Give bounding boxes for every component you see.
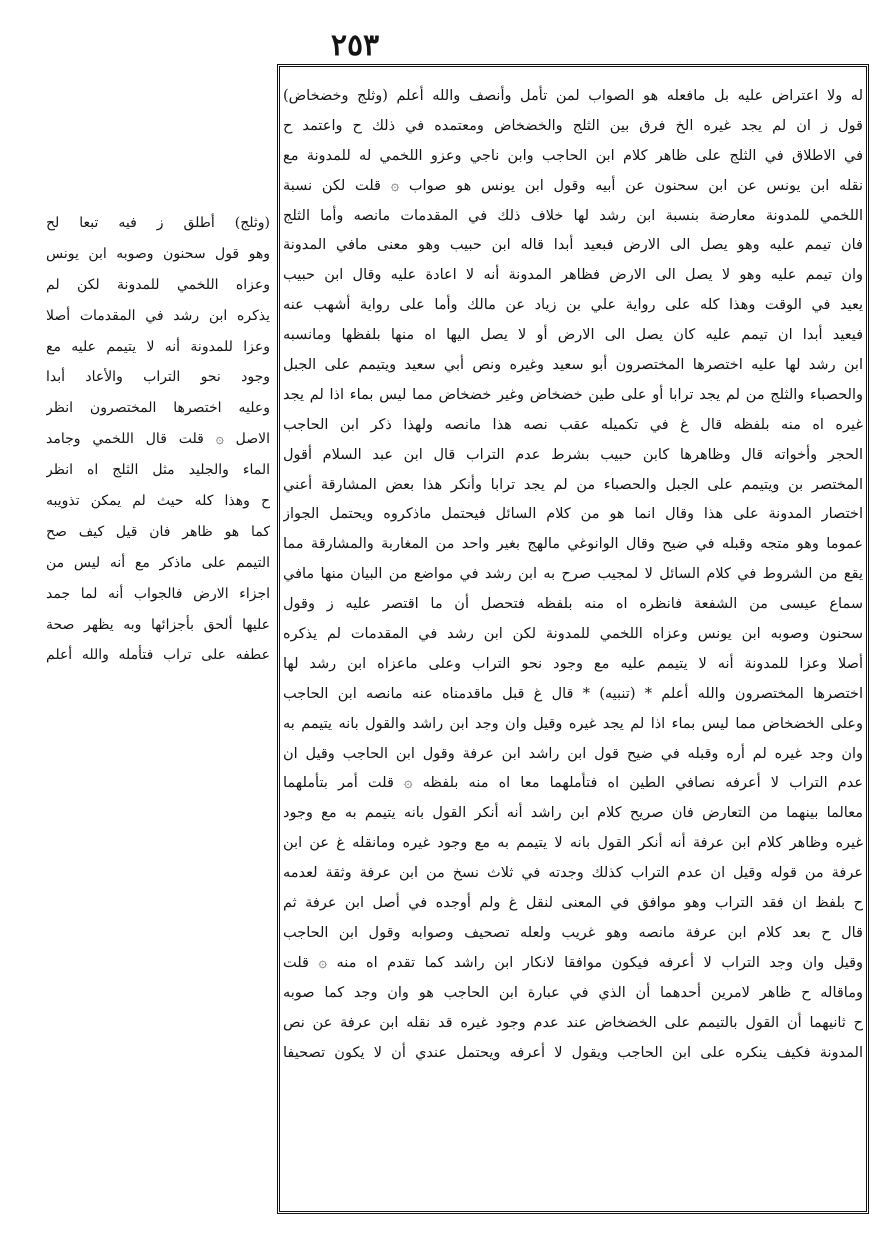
page-number: ٢٥٣: [330, 28, 380, 63]
main-text-line: اختصار المدونة على هذا وقال انما هو من كلام السائل فيحتمل ماذكروه ويحتمل الجواز: [283, 506, 863, 523]
main-text-line: يقع من الشروط في كلام السائل لا لمجيب صرح به ابن رشد في مواضع من البيان منها مافي: [283, 566, 863, 583]
margin-note-line: اجزاء الارض فالجواب أنه لما جمد: [46, 585, 270, 602]
main-text-line: عموما وهو متجه وقبله في ضيح وقال الوانوغي مالهج بغير واحد من المغاربة والمشارقة مما: [283, 536, 863, 553]
main-text-line: في الاطلاق في الثلج على ظاهر كلام ابن الحاجب وابن ناجي وعزو اللخمي له للمدونة مع: [283, 147, 863, 164]
main-text-line: قول ز ان لم يجد غيره الخ فرق بين الثلج والخضخاض ومعتمده في ذلك ح واعتمد ح: [283, 117, 863, 134]
margin-note-line: الماء والجليد مثل الثلج اه انظر: [46, 462, 270, 479]
margin-note-line: وعليه اختصرها المختصرون انظر: [46, 400, 270, 417]
main-text-line: المختصر بن ويتيمم على الجبل والحصباء من لم يجد ترابا وأنكر هذا بعض المشارقة أعني: [283, 476, 863, 493]
margin-note-block: [46, 208, 270, 671]
margin-note-line: وهو قول سحنون وصوبه ابن يونس: [46, 245, 270, 262]
main-text-line: ح ثانيهما أن القول بالتيمم على الخضخاض عند عدم وجود غيره قد نقله ابن عرفة عن نص: [283, 1014, 863, 1031]
margin-note-line: وعزاه اللخمي للمدونة لكن لم: [46, 276, 270, 293]
main-text-line: المدونة فكيف ينكره على ابن الحاجب ويقول لا أعرفه ويحتمل عندي أن لا يكون تصحيفا: [283, 1044, 863, 1061]
main-text-line: غيره اه منه بلفظه قال غ في تكميله عقب نصه هذا مانصه ولهذا ذكر ابن الحاجب: [283, 416, 863, 433]
main-text-line: قال ح بعد كلام ابن عرفة مانصه وهو غريب ولعله تصحيف وصوابه وقول ابن الحاجب: [283, 924, 863, 941]
main-text-line: أصلا وعزا للمدونة أنه لا يتيمم عليه مع وجود نحو التراب وعلى ماعزاه ابن رشد لها: [283, 655, 863, 672]
margin-note-line: التيمم على ماذكر مع أنه ليس من: [46, 554, 270, 571]
margin-note-line: عليها ألحق بأجزائها وبه يظهر صحة: [46, 616, 270, 633]
main-text-line: وعلى الخضخاض مما ليس بماء اذا لم يجد غيره وقيل وان وجد ابن راشد والقول بانه يتيمم به: [283, 715, 863, 732]
main-text-line: والحصباء والثلج من لم يجد ترابا أو على طين خضخاض وغير خضخاض مما ليس بماء اذا لم يجد: [283, 386, 863, 403]
main-text-line: سماع عيسى من الشفعة فانظره اه منه بلفظه فتحصل أن ما اقتصر عليه ز وقول: [283, 596, 863, 613]
main-text-line: اختصرها المختصرون والله أعلم * (تنبيه) * قال غ قبل ماقدمناه عنه مانصه ابن الحاجب: [283, 685, 863, 702]
margin-note-line: عطفه على تراب فتأمله والله أعلم: [46, 647, 270, 664]
margin-note-line: ح وهذا كله حيث لم يمكن تذويبه: [46, 493, 270, 510]
main-text-line: الحجر وأخواته قال وظاهرها كابن حبيب بشرط عدم التراب قال ابن عبد السلام أقول: [283, 446, 863, 463]
margin-note-line: وجود نحو التراب والأعاد أبدا: [46, 369, 270, 386]
margin-note-line: يذكره ابن رشد في المقدمات أصلا: [46, 307, 270, 324]
main-text-line: اللخمي للمدونة معارضة بنسبة ابن رشد لها خلاف ذلك في المقدمات مانصه وأما الثلج: [283, 207, 863, 224]
margin-note-line: وعزا للمدونة أنه لا يتيمم عليه مع: [46, 338, 270, 355]
main-text-block: [283, 82, 863, 1068]
margin-note-line: الاصل ۞ قلت قال اللخمي وجامد: [46, 431, 270, 448]
main-text-line: سحنون وصوبه ابن يونس وعزاه اللخمي للمدونة لكن ابن رشد في المقدمات لم يذكره: [283, 626, 863, 643]
main-text-line: عدم التراب لا أعرفه نصافي الطين اه فتأملهما معا اه منه بلفظه ۞ قلت أمر بتأملهما: [283, 775, 863, 792]
main-text-line: ابن رشد لها عليه اختصرها المختصرون أبو سعيد وغيره ونص أبي سعيد ويتيمم على الجبل: [283, 357, 863, 374]
main-text-line: معالما بينهما من التعارض فان صريح كلام ابن راشد أنه أنكر القول بانه يتيمم به مع وجود: [283, 805, 863, 822]
margin-note-line: كما هو ظاهر فان قيل كيف صح: [46, 523, 270, 540]
main-text-line: فان تيمم عليه وهو يصل الى الارض فبعيد أبدا قاله ابن حبيب وهو معنى مافي المدونة: [283, 237, 863, 254]
main-text-line: وماقاله ح ظاهر لامرين أحدهما أن الذي في عبارة ابن الحاجب هو وان وجد كما صوبه: [283, 984, 863, 1001]
margin-note-line: (وثلج) أطلق ز فيه تبعا لح: [46, 215, 270, 231]
main-text-line: وان وجد غيره لم أره وقبله في ضيح قول ابن راشد ابن عرفة وقول ابن الحاجب وقيل ان: [283, 745, 863, 762]
main-text-line: وقيل وان وجد التراب لا أعرفه فيكون موافقا لانكار ابن راشد كما تقدم اه منه ۞ قلت: [283, 954, 863, 971]
main-text-line: له ولا اعتراض عليه بل مافعله هو الصواب لمن تأمل وأنصف والله أعلم (وثلج وخضخاض): [283, 88, 863, 104]
main-text-line: وان تيمم عليه وهو لا يصل الى الارض فظاهر المدونة أنه لا اعادة عليه وقال ابن حبيب: [283, 267, 863, 284]
main-text-line: ح بلفظ ان فقد التراب وهو موافق في المعنى لنقل غ ولم أوجده في أصل ابن عرفة ثم: [283, 895, 863, 912]
main-text-line: يعيد في الوقت وهذا كله على رواية علي بن زياد عن مالك وأما على رواية أشهب عنه: [283, 297, 863, 314]
main-text-line: غيره وظاهر كلام ابن عرفة أنه أنكر القول بانه لا يتيمم به مع وجود غيره ومانقله غ عن ابن: [283, 835, 863, 852]
main-text-line: عرفة من قوله وقيل ان عدم التراب كذلك وجدته في ثلاث نسخ من ابن عرفة وثقة لعدمه: [283, 865, 863, 882]
main-text-line: فيعيد أبدا ان تيمم عليه كان يصل الى الارض أو لا يصل اليها اه منها بلفظها ومانسبه: [283, 327, 863, 344]
main-text-line: نقله ابن يونس عن ابن سحنون عن أبيه وقول ابن يونس هو صواب ۞ قلت لكن نسبة: [283, 177, 863, 194]
